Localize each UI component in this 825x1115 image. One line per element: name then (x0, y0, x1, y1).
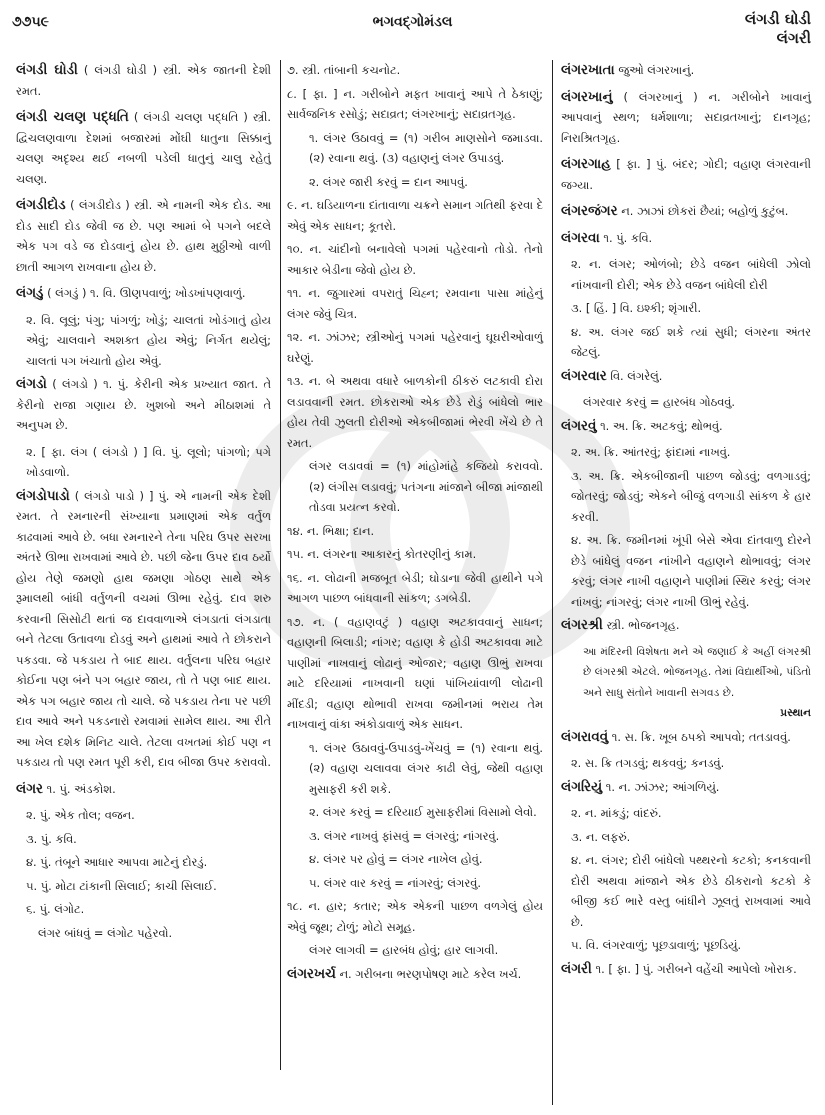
entry-headword: લંગરજંગર (561, 203, 618, 219)
dictionary-entry (16, 486, 271, 773)
entry-definition: ( લંગરખાનું ) ન. ગરીબોને ખાવાનું આપવાનું સ્થળ; ધર્મશાળા; સદાવ્રતખાનું; દાનગૃહ; નિરાશ્રિતગૃહ. (561, 89, 811, 145)
entry-definition: ન. ઝાઝાં છોકરાં છૈયાં; બહોળું કુટુંબ. (621, 204, 789, 218)
entry-headword: લંગરખર્ચ (287, 965, 336, 982)
entry-headword: લંગડો (16, 376, 47, 392)
entry-headword: લંગરાવવું (561, 728, 609, 745)
sense-definition: ૪. ન. લંગર; દોરી બાંધેલો પથ્થરનો કટકો; કનકવાની દોરી અથવા માંજાને એક છેડે ઠીકરાનો કટકો કે બીજી કઈ ભારે વસ્તુ બાંધીને ઝૂલતું રાખવામાં આવે છે. (571, 853, 811, 929)
entry-headword: લંગડી ચલણ પદ્ધતિ (16, 109, 129, 125)
column-2 (280, 60, 552, 1070)
sense-definition: ૩. પું. કવિ. (26, 831, 77, 846)
entry-definition: ( લંગડો ) ૧. પું. કેરીની એક પ્રખ્યાત જાત. તે કેરીનો રાજા ગણાય છે. ખુશબો અને મીઠાશમાં તે અનુપમ છે. (16, 377, 271, 432)
idiom-example: ૨. લંગર જારી કરવું = દાન આપવું. (309, 174, 468, 189)
entry-headword: લંગર (16, 780, 44, 797)
dictionary-entry (16, 779, 271, 800)
entry-headword: લંગરવું (561, 417, 597, 434)
sense-definition: ૧૫. ન. લંગરના આકારનું કોતરણીનું કામ. (287, 547, 477, 561)
dictionary-entry (561, 777, 811, 798)
entry-definition: જુઓ લંગરખાનું. (618, 63, 695, 77)
column-1 (10, 60, 280, 1105)
sense-definition: ૪. પું. તંબૂને આધાર આપવા માટેનું દોરડું. (26, 855, 208, 869)
entry-definition: ( લંગડું ) ૧. વિ. ઊણપવાળું; ખોડખાંપણવાળું. (47, 286, 246, 300)
entry-definition: વિ. લંગરેલું. (610, 368, 663, 383)
sense-definition: ૨. અ. ક્રિ. આંતરવું; ફાંદામાં નાખવું. (571, 445, 731, 459)
dictionary-entry (561, 366, 811, 387)
dictionary-columns (10, 60, 820, 1105)
dictionary-entry (16, 107, 271, 189)
sense-definition: ૧૧. ન. જુગારમાં વપરાતું ચિહ્ન; રમવાના પાસા માંહેનું લંગર જેવું ચિત્ર. (287, 286, 543, 321)
sense-definition: ૨. પું. એક તોલ; વજન. (26, 808, 135, 822)
entry-definition: ૧. પું. કવિ. (603, 230, 653, 245)
sense-definition: ૧૭. ન. ( વહાણવટું ) વહાણ અટકાવવાનું સાધન; વહાણની બિલાડી; નાંગર; વહાણ કે હોડી અટકાવવા માટે પાણીમાં નાખવાનું લોઢાનું ઓજાર; વહાણ ઊભું રાખવા માટે દરિયામાં નાખવાની ઘણાં પાંખિયાંવાળી લોઢાની મીંદડી; વહાણ થોભાવી રાખવા જમીનમાં ભરાય તેમ નાખવાનું વાંકા અંકોડાવાળું એક સાધન. (287, 614, 543, 731)
page-header (0, 0, 825, 58)
entry-headword: લંગડું (16, 285, 44, 301)
dictionary-entry (16, 195, 271, 277)
entry-definition: ૧. [ ફા. ] પું. ગરીબને વહેંચી આપેલો ખોરાક. (595, 961, 797, 976)
sense-definition: ૨. સ. ક્રિ તગડવું; થકવવું; કનડવું. (571, 756, 725, 770)
dictionary-entry (16, 283, 271, 304)
idiom-example: લંગર લાગવી = હારબંધ હોવું; હાર લાગવી. (309, 943, 499, 957)
entry-definition: ( લંગડી ઘોડી ) સ્ત્રી. એક જાતની દેશી રમત. (16, 63, 271, 98)
sense-definition: ૯. ન. ઘડિયાળના દાંતાવાળા ચક્રને સમાન ગતિથી ફરવા દે એવું એક સાધન; કૂતરો. (287, 198, 543, 233)
sense-definition: ૩. અ. ક્રિ. એકબીજાની પાછળ જોડવું; વળગાડવું; જોતરવું; જોડવું; એકને બીજું વળગાડી સાંકળ કે હાર કરવી. (571, 468, 811, 524)
entry-headword: લંગડી ઘોડી (16, 62, 78, 78)
entry-definition: ન. ગરીબના ભરણપોષણ માટે કરેલ ખર્ચ. (339, 966, 522, 981)
sense-definition: ૪. અ. લંગર જઈ શકે ત્યાં સુધી; લંગરના અંતર જેટલું. (571, 324, 811, 359)
entry-definition: સ્ત્રી. ભોજનગૃહ. (606, 618, 680, 632)
dictionary-entry (561, 959, 811, 980)
entry-definition: ( લંગડી ચલણ પદ્ધતિ ) સ્ત્રી. દ્વિચલણવાળા દેશમાં બજારમાં મોંઘી ધાતુના સિક્કાનું ચલણ અદૃશ્ય થઈ નબળી પડેલી ધાતુનું ચાલુ રહેતું ચલણ. (16, 110, 272, 186)
dictionary-entry (561, 60, 811, 81)
entry-definition: [ ફા. ] પું. બંદર; ગોદી; વહાણ લંગરવાની જગ્યા. (561, 157, 811, 192)
sense-definition: ૨. વિ. લૂલું; પંગુ; પાંગળું; ખોડું; ચાલતાં ખોડંગાતું હોય એવું; ચાલવાને અશક્ત હોય એવું; નિર્ગત થયેલું; ચાલતાં પગ ખંચાતો હોય એવું. (26, 312, 271, 368)
dictionary-entry (16, 374, 271, 436)
idiom-example: ૧. લંગર ઉઠાવવું-ઉપાડવું-ખેંચવું = (૧) રવાના થવું. (૨) વહાણ ચલાવવા લંગર કાઢી લેવું, જેથી વહાણ મુસાફરી કરી શકે. (309, 740, 543, 796)
sense-definition: ૬. પું. લંગોટ. (26, 902, 85, 916)
idiom-example: લંગર લડાવવાં = (૧) માંહોમાંહે કજિયો કરાવવો. (૨) લંગીસ લડાવવું; પતંગના માંજાને બીજા માંજાથી તોડવા પ્રયત્ન કરવો. (309, 459, 543, 514)
idiom-example: ૧. લંગર ઉઠાવવું = (૧) ગરીબ માણસોને જમાડવા. (૨) રવાના થવું. (૩) વહાણનું લંગર ઉપાડવું. (309, 130, 543, 165)
dictionary-entry (561, 201, 811, 222)
idiom-example: ૨. લંગર કરવું = દરિયાઈ મુસાફરીમાં વિસામો લેવો. (309, 805, 537, 819)
sense-definition: ૭. સ્ત્રી. તાંબાની કચનોટ. (287, 63, 401, 77)
dictionary-entry (561, 416, 811, 437)
sense-definition: ૧૩. ન. બે અથવા વધારે બાળકોની ઠીકરું લટકાવી દોરા લડાવવાની રમત. છોકરાઓ એક છેડે રોડું બાંધેલો ભાર હોય તેવી ઝુલતી દોરીઓ એકબીજામાં ભેરવી ખેંચે છે તે રમત. (287, 374, 543, 450)
entry-headword: લંગરખાનું (561, 88, 613, 105)
guide-word-first: લંગડી ઘોડી (744, 10, 811, 28)
idiom-example: ૪. લંગર પર હોવું = લંગર નાખેલ હોવું. (309, 852, 483, 866)
sense-definition: ૧૬. ન. લોઢાની મજબૂત બેડી; ઘોડાના જેવી હાથીને પગે આગળ પાછળ બાંધવાની સાંકળ; ડગબેડી. (287, 570, 543, 605)
book-title: ભગવદ્ગોમંડલ (372, 14, 453, 30)
entry-headword: લંગરવા (561, 229, 600, 246)
entry-definition: ૧. પું. અંડકોશ. (46, 781, 116, 796)
entry-headword: લંગરવાર (561, 367, 607, 384)
dictionary-entry (561, 727, 811, 748)
sense-definition: ૨. ન. માંકડું; વાંદરું. (571, 806, 662, 820)
sense-definition: ૩. ન. લફરું. (571, 829, 631, 844)
sense-definition: ૨. ન. લંગર; ઓળંબો; છેડે વજન બાંધેલી ઝોલો નાંખવાની દોરી; એક છેડે વજન બાંધેલી દોરી (571, 257, 811, 292)
entry-headword: લંગરગાહ (561, 156, 611, 172)
entry-headword: લંગરિયું (561, 778, 603, 795)
sense-definition: ૧૪. ન. ભિક્ષા; દાન. (287, 523, 375, 538)
sense-definition: ૪. અ. ક્રિ. જમીનમાં ખૂંપી બેસે એવા દાંતવાળુ દોરને છેડે બાંધેલું વજન નાંખીને વહાણને થોભાવવું; લંગર કરવું; લંગર નાખી વહાણને પાણીમાં સ્થિર કરવું; લંગર નાંખવું; નાંગરવું; લંગર નાખી ઊભું રહેવું. (571, 533, 811, 609)
page-number: ૭૭૫૯ (12, 14, 49, 30)
entry-headword: લંગડીદોડ (16, 197, 66, 213)
entry-definition: ૧. સ. ક્રિ. ખૂબ ઠપકો આપવો; તતડાવવું. (611, 729, 791, 744)
entry-definition: ૧. ન. ઝાંઝર; આંગળિયું. (605, 779, 720, 794)
entry-headword: લંગરશ્રી (561, 617, 603, 633)
guide-words (745, 10, 811, 48)
dictionary-entry (561, 154, 811, 195)
entry-definition: ( લંગડીદોડ ) સ્ત્રી. એ નામની એક દોડ. આ દોડ સાદી દોડ જેવી જ છે. પણ આમાં બે પગને બદલે એક પગ વડે જ દોડવાનું હોય છે. હાથ મુઠ્ઠીઓ વાળી છાતી આગળ રાખવાના હોય છે. (16, 198, 272, 274)
dictionary-entry (561, 615, 811, 636)
usage-quotation (583, 642, 811, 724)
sense-definition: ૧૮. ન. હાર; કતાર; એક એકની પાછળ વળગેલું હોય એવું જૂથ; ટોળું; મોટો સમૂહ. (287, 899, 543, 934)
quotation-source: પ્રસ્થાન (780, 707, 811, 719)
sense-definition: ૧૦. ન. ચાંદીનો બનાવેલો પગમાં પહેરવાનો તોડો. તેનો આકાર બેડીના જેવો હોય છે. (287, 242, 543, 277)
entry-definition: ( લંગડો પાડો ) ] પું. એ નામની એક દેશી રમત. તે રમનારની સંખ્યાના પ્રમાણમાં એક વર્તુળ કાઢવામાં આવે છે. બધા રમનારને તેના પરિઘ ઉપર સરખા અંતરે ઊભા રાખવામાં આવે છે. પછી જેના ઉપર દાવ ઠર્યો હોય તેણે જમણો હાથ જમણા ગોઠણ સાથે એક રૂમાલથી બાંધી વર્તુળની વચમાં ઊભા રહેવું. દાવ શરુ કરવાની સિસોટી થતાં જ દાવવાળાએ લંગડાતાં લંગડાતા બને તેટલા ઉતાવળા દોડવું અને હાથમાં આવે તે છોકરાને પકડવા. જે પકડાય તે બાદ થાય. વર્તુલના પરિઘ બહાર કોઈના પણ બંને પગ બહાર જાય, તો તે પણ બાદ થાય. એક પગ બહાર જાય તો ચાલે. જે પકડાય તેના પર પછી દાવ આવે અને પકડનારો રમવામાં સામેલ થાય. આ રીતે આ ખેલ દશેક મિનિટ ચાલે. તેટલા વખતમાં કોઈ પણ ન પકડાય તો પણ રમત પૂરી કરી, દાવ બીજા ઉપર કરાવવો. (16, 488, 271, 769)
entry-headword: લંગરખાતા (561, 62, 615, 78)
dictionary-entry (561, 228, 811, 249)
guide-word-last: લંગરી (776, 29, 811, 47)
quotation-text: આ મંદિરની વિશેષતા મને એ જણાઈ કે અહીં લંગરશ્રી છે લંગરશ્રી એટલે. ભોજનગૃહ. તેમાં વિદ્યાર્થીઓ, પંડિતો અને સાધુ સંતોને ખાવાની સગવડ છે. (583, 645, 811, 699)
idiom-example: લંગર બાંધવું = લંગોટ પહેરવો. (38, 925, 173, 940)
entry-headword: લંગરી (561, 960, 592, 977)
dictionary-entry (561, 87, 811, 149)
sense-definition: ૮. [ ફા. ] ન. ગરીબોને મફત ખાવાનું આપે તે ઠેકાણું; સાર્વજનિક રસોડું; સદાવ્રત; લંગરખાનું; સદાવ્રતગૃહ. (287, 86, 543, 121)
entry-headword: લંગડોપાડો (16, 487, 70, 504)
column-3 (552, 60, 820, 1105)
dictionary-entry (287, 964, 543, 985)
sense-definition: ૧૨. ન. ઝાંઝર; સ્ત્રીઓનું પગમાં પહેરવાનું ઘૂઘરીઓવાળું ઘરેણું. (287, 330, 543, 365)
entry-definition: ૧. અ. ક્રિ. અટકવું; થોભવું. (600, 418, 723, 433)
sense-definition: ૫. વિ. લંગરવાળું; પૂછડાવાળું; પૂછડિયું. (571, 938, 742, 952)
idiom-example: લંગરવાર કરવું = હારબંધ ગોઠવવું. (583, 395, 736, 409)
sense-definition: ૫. પું. મોટા ટાંકાની સિલાઈ; કાચી સિલાઈ. (26, 878, 217, 893)
dictionary-entry (16, 60, 271, 101)
sense-definition: ૩. [ હિં. ] વિ. ઇશ્કી; શૃંગારી. (571, 301, 702, 315)
idiom-example: ૩. લંગર નાખવું ફાંસવું = લંગરવું; નાંગરવું. (309, 828, 500, 843)
sense-definition: ૨. [ ફા. લંગ ( લંગડો ) ] વિ. પું. લૂલો; પાંગળો; પગે ખોડવાળો. (26, 444, 271, 479)
idiom-example: ૫. લંગર વાર કરવું = નાંગરવું; લંગરવું. (309, 875, 481, 890)
